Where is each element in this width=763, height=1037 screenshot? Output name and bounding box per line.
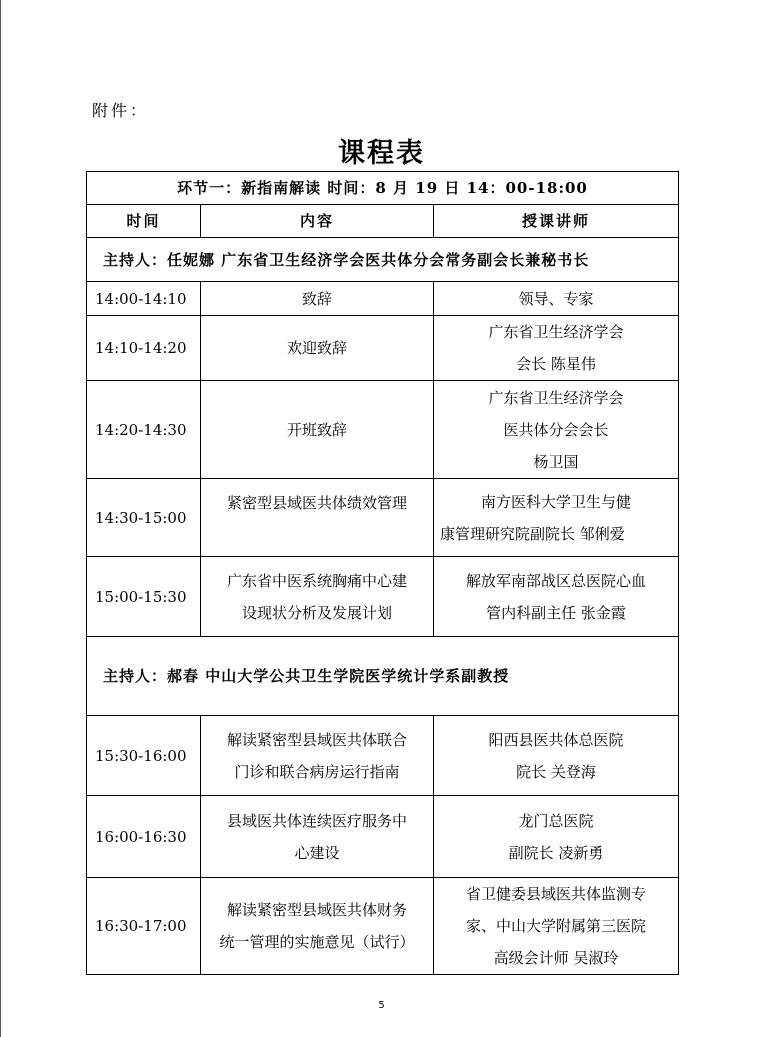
- schedule-table: [86, 171, 679, 975]
- lecturer-line: 阳西县医共体总医院: [488, 730, 624, 749]
- row-time: 16:00-16:30: [87, 796, 201, 878]
- session-header-row: [87, 172, 679, 205]
- lecturer-line: 副院长 凌新勇: [508, 843, 604, 862]
- table-row: [87, 316, 679, 381]
- content-line: 设现状分析及发展计划: [241, 603, 392, 622]
- lecturer-line: 广东省卫生经济学会: [488, 323, 624, 341]
- host-label: 主持人：任妮娜 广东省卫生经济学会医共体分会常务副会长兼秘书长: [87, 238, 679, 282]
- content-line: 紧密型县域医共体绩效管理: [226, 494, 407, 512]
- row-time: 14:10-14:20: [87, 316, 201, 381]
- row-lecturer: [434, 878, 679, 975]
- column-header-lecturer: 授课讲师: [434, 205, 679, 238]
- row-time: 16:30-17:00: [87, 878, 201, 975]
- row-lecturer: [434, 557, 679, 637]
- content-line: 县域医共体连续医疗服务中: [226, 811, 407, 830]
- lecturer-line: 解放军南部战区总医院心血: [466, 571, 647, 590]
- lecturer-line: 高级会计师 吴淑玲: [493, 949, 619, 967]
- lecturer-line: 会长 陈星伟: [516, 355, 596, 373]
- table-row: [87, 796, 679, 878]
- session-header: 环节一：新指南解读 时间：8 月 19 日 14：00-18:00: [87, 172, 679, 205]
- host-label: 主持人：郝春 中山大学公共卫生学院医学统计学系副教授: [87, 637, 679, 716]
- table-row: [87, 479, 679, 557]
- row-content: [201, 479, 434, 557]
- content-line: 统一管理的实施意见（试行）: [219, 933, 415, 951]
- row-lecturer: [434, 479, 679, 557]
- row-time: 14:00-14:10: [87, 282, 201, 316]
- page-number: 5: [378, 1000, 385, 1011]
- table-row: [87, 716, 679, 796]
- content-line: 心建设: [294, 843, 340, 862]
- row-content: [201, 557, 434, 637]
- host-row: [87, 637, 679, 716]
- host-row: [87, 238, 679, 282]
- table-row: [87, 381, 679, 479]
- lecturer-line: 杨卫国: [533, 452, 579, 471]
- content-line: 欢迎致辞: [286, 339, 347, 357]
- lecturer-line: 康管理研究院副院长 邹俐爱: [440, 524, 625, 543]
- row-content: [201, 716, 434, 796]
- table-row: [87, 557, 679, 637]
- column-header-content: 内容: [201, 205, 434, 238]
- row-time: 14:20-14:30: [87, 381, 201, 479]
- lecturer-line: 管内科副主任 张金霞: [486, 603, 626, 622]
- lecturer-line: 南方医科大学卫生与健: [481, 492, 632, 511]
- content-line: 门诊和联合病房运行指南: [234, 762, 400, 781]
- row-content: [201, 381, 434, 479]
- row-lecturer: [434, 381, 679, 479]
- column-header-time: 时间: [87, 205, 201, 238]
- page-title: 课程表: [338, 138, 425, 169]
- lecturer-line: 领导、专家: [518, 289, 594, 308]
- lecturer-line: 省卫健委县域医共体监测专: [466, 885, 647, 903]
- table-row: [87, 878, 679, 975]
- row-lecturer: [434, 796, 679, 878]
- content-line: 开班致辞: [286, 420, 347, 439]
- lecturer-line: 龙门总医院: [518, 811, 594, 830]
- row-lecturer: [434, 282, 679, 316]
- content-line: 致辞: [301, 289, 332, 308]
- column-header-row: [87, 205, 679, 238]
- row-lecturer: [434, 316, 679, 381]
- table-row: [87, 282, 679, 316]
- row-lecturer: [434, 716, 679, 796]
- lecturer-line: 医共体分会会长: [503, 420, 609, 439]
- lecturer-line: 院长 关登海: [516, 762, 596, 781]
- row-time: 14:30-15:00: [87, 479, 201, 557]
- content-line: 解读紧密型县域医共体联合: [226, 730, 407, 749]
- row-content: [201, 878, 434, 975]
- content-line: 解读紧密型县域医共体财务: [226, 901, 407, 919]
- lecturer-line: 广东省卫生经济学会: [488, 388, 624, 407]
- row-content: [201, 316, 434, 381]
- row-content: [201, 796, 434, 878]
- lecturer-line: 家、中山大学附属第三医院: [466, 917, 647, 935]
- row-time: 15:00-15:30: [87, 557, 201, 637]
- attachment-label: 附件：: [92, 101, 150, 120]
- content-line: 广东省中医系统胸痛中心建: [226, 571, 407, 590]
- row-time: 15:30-16:00: [87, 716, 201, 796]
- row-content: [201, 282, 434, 316]
